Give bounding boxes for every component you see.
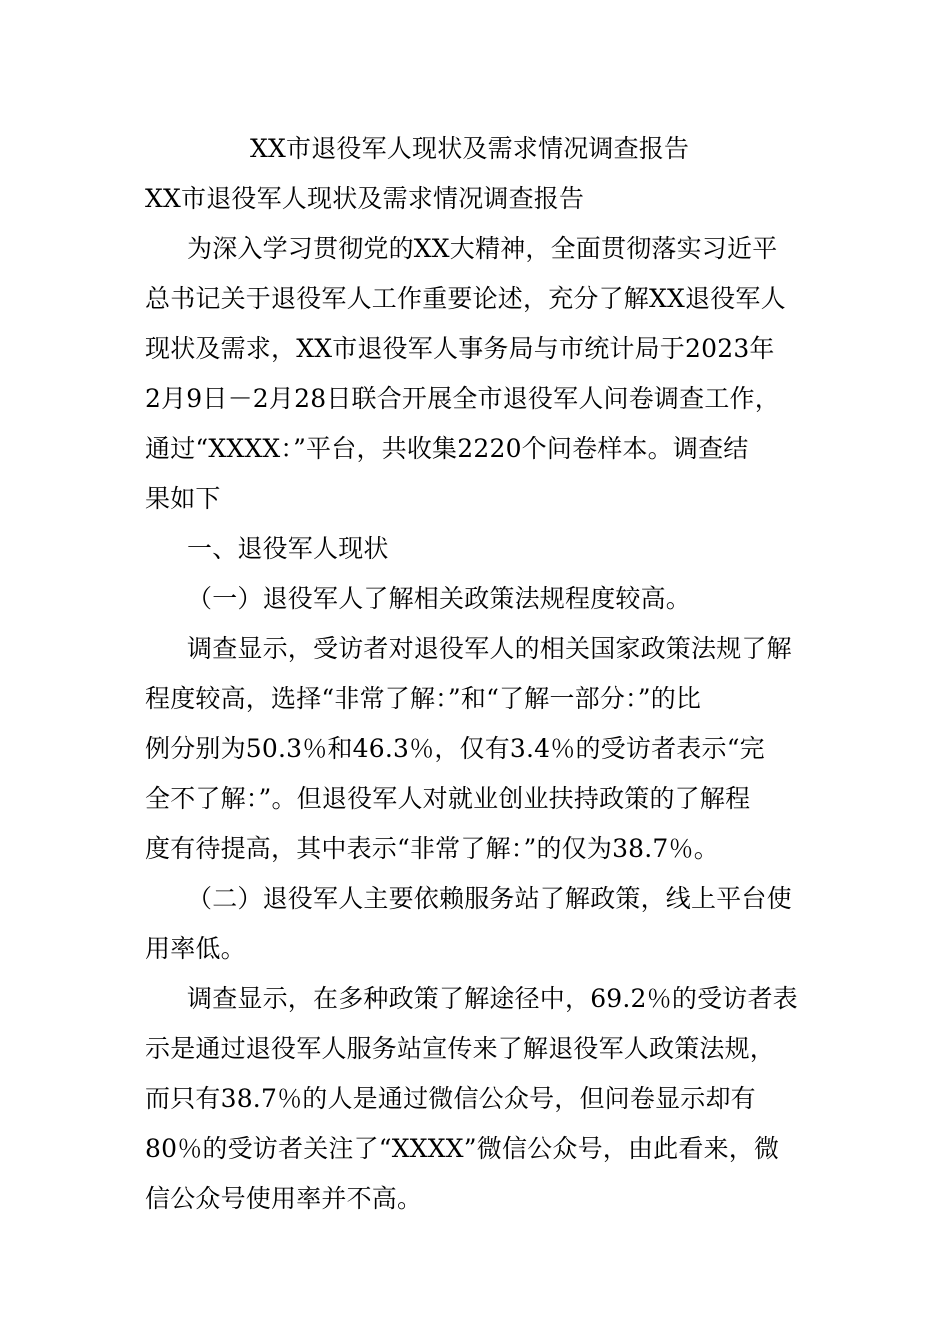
document-subtitle: XX市退役军人现状及需求情况调查报告 (145, 184, 585, 213)
paragraph-3-line-1: 调查显示，在多种政策了解途径中，69.2％的受访者表 (187, 984, 798, 1013)
paragraph-3-line-2: 示是通过退役军人服务站宣传来了解退役军人政策法规， (145, 1034, 776, 1063)
paragraph-1-line-5: 通过“XXXX：”平台，共收集2220个问卷样本。调查结 (145, 434, 749, 463)
paragraph-2-line-4: 全不了解：”。但退役军人对就业创业扶持政策的了解程 (145, 784, 751, 813)
paragraph-1-line-6: 果如下 (145, 484, 221, 513)
paragraph-3-line-4: 80％的受访者关注了“XXXX”微信公众号，由此看来，微 (145, 1134, 780, 1163)
paragraph-1-line-3: 现状及需求，XX市退役军人事务局与市统计局于2023年 (145, 334, 775, 363)
paragraph-3-line-5: 信公众号使用率并不高。 (145, 1184, 423, 1213)
subsection-2-heading-line-1: （二）退役军人主要依赖服务站了解政策，线上平台使 (187, 884, 792, 913)
paragraph-2-line-5: 度有待提高，其中表示“非常了解：”的仅为38.7％。 (145, 834, 719, 863)
paragraph-1-line-2: 总书记关于退役军人工作重要论述，充分了解XX退役军人 (145, 284, 786, 313)
paragraph-1-line-4: 2月9日－2月28日联合开展全市退役军人问卷调查工作， (145, 384, 780, 413)
paragraph-1-line-1: 为深入学习贯彻党的XX大精神，全面贯彻落实习近平 (187, 234, 778, 263)
paragraph-3-line-3: 而只有38.7％的人是通过微信公众号，但问卷显示却有 (145, 1084, 756, 1113)
subsection-2-heading-line-2: 用率低。 (145, 934, 246, 963)
subsection-1-heading: （一）退役军人了解相关政策法规程度较高。 (187, 584, 692, 613)
paragraph-2-line-2: 程度较高，选择“非常了解：”和“了解一部分：”的比 (145, 684, 702, 713)
paragraph-2-line-3: 例分别为50.3％和46.3％，仅有3.4％的受访者表示“完 (145, 734, 765, 763)
section-1-heading: 一、退役军人现状 (187, 534, 389, 563)
paragraph-2-line-1: 调查显示，受访者对退役军人的相关国家政策法规了解 (187, 634, 792, 663)
document-title: XX市退役军人现状及需求情况调查报告 (250, 134, 690, 163)
